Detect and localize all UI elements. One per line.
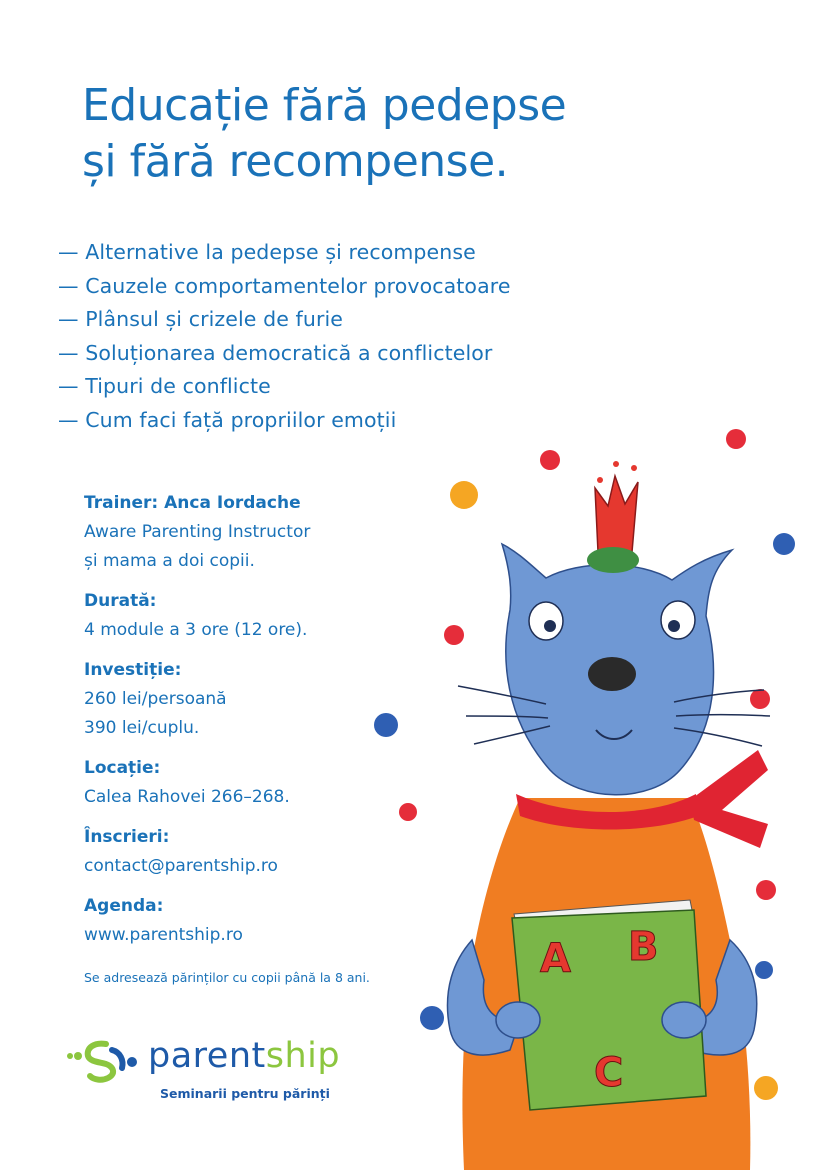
duration-label: Durată: bbox=[84, 591, 157, 611]
title-line-1: Educație fără pedepse bbox=[82, 80, 567, 131]
topic-item: — Tipuri de conflicte bbox=[58, 374, 271, 398]
price-per-couple: 390 lei/cuplu. bbox=[84, 718, 200, 738]
price-per-person: 260 lei/persoană bbox=[84, 689, 227, 709]
investment-label: Investiție: bbox=[84, 660, 182, 680]
signup-label: Înscrieri: bbox=[84, 827, 170, 847]
book-letter-a: A bbox=[540, 936, 571, 982]
cat-paw-right bbox=[662, 1002, 706, 1038]
topic-item: — Cum faci față propriilor emoții bbox=[58, 407, 397, 432]
location-value: Calea Rahovei 266–268. bbox=[84, 787, 290, 807]
logo-tagline: Seminarii pentru părinți bbox=[160, 1086, 330, 1101]
website-link[interactable]: www.parentship.ro bbox=[84, 925, 243, 945]
audience-note: Se adresează părinților cu copii până la 8 ani. bbox=[84, 970, 370, 985]
agenda-label: Agenda: bbox=[84, 896, 164, 916]
topics-list bbox=[58, 236, 511, 437]
trainer-role: Aware Parenting Instructor bbox=[84, 522, 311, 542]
topic-item: — Alternative la pedepse și recompense bbox=[58, 240, 476, 264]
book-letter-b: B bbox=[628, 924, 659, 970]
contact-email-link[interactable]: contact@parentship.ro bbox=[84, 856, 278, 876]
topic-item: — Plânsul și crizele de furie bbox=[58, 307, 343, 331]
parentship-mark-icon bbox=[66, 1038, 146, 1084]
trainer-label: Trainer: Anca Iordache bbox=[84, 493, 301, 513]
parentship-logo bbox=[66, 1036, 366, 1106]
logo-word-parent: parent bbox=[148, 1036, 266, 1076]
page-title bbox=[82, 78, 762, 190]
head-patch bbox=[587, 547, 639, 573]
trainer-description: și mama a doi copii. bbox=[84, 551, 255, 571]
duration-value: 4 module a 3 ore (12 ore). bbox=[84, 620, 308, 640]
logo-wordmark bbox=[148, 1036, 340, 1076]
topic-item: — Cauzele comportamentelor provocatoare bbox=[58, 273, 511, 298]
cat-paw-left bbox=[496, 1002, 540, 1038]
logo-word-ship: ship bbox=[265, 1036, 341, 1076]
title-line-2: și fără recompense. bbox=[82, 136, 509, 187]
topic-item: — Soluționarea democratică a conflictelor bbox=[58, 340, 493, 365]
cat-illustration bbox=[360, 420, 827, 1170]
location-label: Locație: bbox=[84, 758, 161, 778]
book-letter-c: C bbox=[594, 1050, 624, 1096]
cat-nose bbox=[588, 657, 636, 691]
crown-icon bbox=[595, 461, 638, 552]
